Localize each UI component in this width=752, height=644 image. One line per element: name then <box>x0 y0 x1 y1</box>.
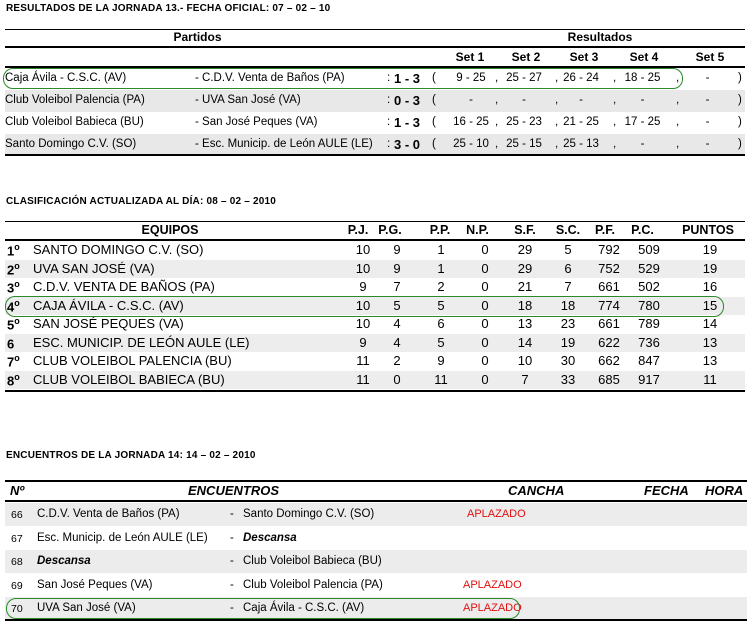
stat-pj: 9 <box>359 334 367 350</box>
standings-header-2: P.G. <box>378 223 402 237</box>
standings-row <box>5 241 745 259</box>
stat-pc: 789 <box>638 316 660 331</box>
position-number: 1 <box>7 243 15 259</box>
set-score-1: 25 - 10 <box>453 138 489 150</box>
stat-sf: 10 <box>517 353 533 368</box>
s3-bottom-rule <box>5 619 747 621</box>
stat-pp: 6 <box>437 316 445 331</box>
home-team: Santo Domingo C.V. (SO) <box>5 138 137 150</box>
stat-pg: 5 <box>393 297 401 313</box>
highlight-oval <box>3 68 683 89</box>
fixture-row <box>5 550 747 573</box>
stat-pg: 4 <box>393 316 401 331</box>
set-score-2: 25 - 23 <box>506 116 542 128</box>
stat-np: 0 <box>481 297 489 313</box>
stat-np: 0 <box>481 242 489 257</box>
stat-sc: 6 <box>564 260 572 276</box>
stat-pf: 774 <box>598 297 620 313</box>
position-ordinal: o <box>14 260 20 271</box>
fixture-home: C.D.V. Venta de Baños (PA) <box>37 508 180 520</box>
set-score-3: - <box>579 94 583 106</box>
home-team: Caja Ávila - C.S.C. (AV) <box>5 72 127 84</box>
stat-sf: 7 <box>521 371 529 387</box>
match-score: 0 - 3 <box>394 93 421 108</box>
position-ordinal: o <box>14 297 20 308</box>
stat-pc: 509 <box>638 242 660 257</box>
set-separator: , <box>495 94 499 106</box>
set-separator: , <box>555 94 559 106</box>
stat-pg: 4 <box>393 334 401 350</box>
fixture-dash: - <box>230 555 234 567</box>
stat-pf: 685 <box>598 371 620 387</box>
standings-row <box>5 315 745 333</box>
team-name: ESC. MUNICIP. DE LEÓN AULE (LE) <box>33 334 250 350</box>
fixture-number: 69 <box>11 580 23 592</box>
stat-sc: 33 <box>560 371 576 387</box>
set-separator: , <box>676 138 680 150</box>
set-score-2: 25 - 27 <box>506 72 542 84</box>
close-paren: ) <box>738 72 742 84</box>
set-separator: , <box>495 116 499 128</box>
stat-sf: 13 <box>517 316 533 331</box>
away-team: - Esc. Municip. de León AULE (LE) <box>195 138 373 150</box>
fixture-home: UVA San José (VA) <box>37 602 136 614</box>
highlight-oval <box>5 296 724 317</box>
stat-puntos: 19 <box>702 242 718 257</box>
s1-sub-rule <box>455 47 745 48</box>
set-score-4: - <box>640 94 645 106</box>
fixture-number: 67 <box>11 533 23 545</box>
stat-pp: 1 <box>437 242 445 257</box>
stat-puntos: 16 <box>702 279 718 294</box>
team-name: CLUB VOLEIBOL PALENCIA (BU) <box>33 353 232 368</box>
stat-puntos: 15 <box>702 297 718 313</box>
stat-pc: 502 <box>638 279 660 294</box>
stat-pg: 9 <box>393 242 401 257</box>
standings-row <box>5 371 745 389</box>
set-separator: , <box>555 138 559 150</box>
stat-sc: 30 <box>560 353 576 368</box>
stat-pj: 10 <box>355 260 371 276</box>
fixture-away: Santo Domingo C.V. (SO) <box>243 508 375 520</box>
set-score-1: - <box>469 94 473 106</box>
s3-header-row <box>5 482 747 499</box>
stat-pj: 10 <box>355 316 371 331</box>
standings-row <box>5 278 745 296</box>
set-separator: , <box>676 116 680 128</box>
team-name: SAN JOSÉ PEQUES (VA) <box>33 316 184 331</box>
fixture-home: Esc. Municip. de León AULE (LE) <box>37 532 208 544</box>
standings-header-7: P.F. <box>595 223 615 237</box>
position-ordinal: o <box>14 279 20 289</box>
set-score-3: 26 - 24 <box>563 72 599 84</box>
set-score-2: 25 - 15 <box>506 138 542 150</box>
stat-puntos: 11 <box>703 371 717 387</box>
stat-sc: 23 <box>560 316 576 331</box>
section1-title: RESULTADOS DE LA JORNADA 13.- FECHA OFICIAL: 07 – 02 – 10 <box>6 3 331 14</box>
close-paren: ) <box>738 94 742 106</box>
open-paren: ( <box>432 116 436 128</box>
position-number: 3 <box>7 280 15 296</box>
fixture-number: 68 <box>11 556 23 568</box>
stat-pp: 9 <box>437 353 445 368</box>
set-separator: , <box>613 138 617 150</box>
stat-pg: 2 <box>393 353 401 368</box>
position-ordinal: o <box>14 316 20 326</box>
set-header-4: Set 4 <box>629 50 659 64</box>
fixture-number: 70 <box>11 603 23 615</box>
fixture-away: Club Voleibol Babieca (BU) <box>243 555 382 567</box>
position-number: 4 <box>7 298 15 314</box>
stat-np: 0 <box>481 353 489 368</box>
close-paren: ) <box>738 116 742 128</box>
stat-pf: 661 <box>598 279 620 294</box>
position-number: 5 <box>7 317 15 333</box>
stat-sf: 29 <box>517 242 533 257</box>
set-score-5: - <box>705 72 710 84</box>
stat-pc: 736 <box>638 334 660 350</box>
standings-position <box>7 353 20 369</box>
fixture-row <box>5 503 747 526</box>
stat-pp: 1 <box>437 260 445 276</box>
set-separator: , <box>555 116 559 128</box>
match-score: 3 - 0 <box>394 137 421 152</box>
fixture-cancha: APLAZADO <box>467 508 526 520</box>
s3-header-encuentros: ENCUENTROS <box>188 483 280 498</box>
set-score-4: 18 - 25 <box>624 72 661 84</box>
stat-sf: 14 <box>517 334 533 350</box>
score-colon: : <box>387 116 391 128</box>
set-separator: , <box>613 116 617 128</box>
home-team: Club Voleibol Palencia (PA) <box>5 94 145 106</box>
team-name: SANTO DOMINGO C.V. (SO) <box>33 242 204 257</box>
set-separator: , <box>613 94 617 106</box>
fixture-row <box>5 527 747 550</box>
set-score-1: 16 - 25 <box>453 116 489 128</box>
team-name: C.D.V. VENTA DE BAÑOS (PA) <box>33 279 215 294</box>
stat-puntos: 13 <box>702 334 718 350</box>
stat-sc: 5 <box>564 242 572 257</box>
set-header-3: Set 3 <box>569 50 599 64</box>
stat-np: 0 <box>481 371 489 387</box>
set-separator: , <box>613 72 617 84</box>
standings-header-9: PUNTOS <box>682 223 734 237</box>
stat-pj: 11 <box>356 353 370 368</box>
set-score-1: 9 - 25 <box>456 72 486 84</box>
stat-sc: 19 <box>560 334 576 350</box>
set-separator: , <box>555 72 559 84</box>
position-ordinal: o <box>14 371 20 382</box>
position-number: 7 <box>7 354 15 370</box>
s3-header-rule <box>5 500 747 502</box>
stat-pp: 11 <box>434 371 448 387</box>
stat-pc: 917 <box>638 371 660 387</box>
match-score: 1 - 3 <box>394 115 421 130</box>
team-name: CLUB VOLEIBOL BABIECA (BU) <box>33 371 225 387</box>
standings-position <box>7 372 20 388</box>
fixture-cancha: APLAZADO <box>463 602 522 614</box>
s1-header-partidos: Partidos <box>173 30 222 44</box>
score-colon: : <box>387 94 391 106</box>
set-score-4: 17 - 25 <box>624 116 661 128</box>
result-row <box>5 112 745 134</box>
open-paren: ( <box>432 138 436 150</box>
standings-header-3: P.P. <box>429 223 451 237</box>
s1-header-resultados: Resultados <box>567 30 633 44</box>
set-separator: , <box>495 72 499 84</box>
stat-puntos: 14 <box>702 316 718 331</box>
stat-sf: 29 <box>517 260 533 276</box>
stat-pj: 10 <box>355 297 371 313</box>
standings-header-4: N.P. <box>466 223 489 237</box>
stat-pj: 10 <box>355 242 371 257</box>
highlight-oval <box>6 598 520 619</box>
fixture-home: San José Peques (VA) <box>37 579 153 591</box>
standings-position <box>7 335 14 351</box>
s3-header-fecha: FECHA <box>644 483 689 498</box>
open-paren: ( <box>432 94 436 106</box>
fixture-row <box>5 574 747 597</box>
fixture-away: Caja Ávila - C.S.C. (AV) <box>243 602 365 614</box>
set-score-3: 25 - 13 <box>563 138 599 150</box>
set-score-5: - <box>705 116 710 128</box>
stat-np: 0 <box>481 279 489 294</box>
stat-puntos: 13 <box>702 353 718 368</box>
standings-position <box>7 242 20 258</box>
away-team: - San José Peques (VA) <box>195 116 318 128</box>
s3-header-hora: HORA <box>705 483 744 498</box>
standings-position <box>7 279 20 295</box>
set-header-5: Set 5 <box>695 50 725 64</box>
set-score-4: - <box>640 138 645 150</box>
position-number: 6 <box>7 335 15 351</box>
stat-pf: 661 <box>598 316 620 331</box>
position-number: 2 <box>7 261 15 277</box>
away-team: - UVA San José (VA) <box>195 94 301 106</box>
stat-pj: 9 <box>359 279 367 294</box>
match-score: 1 - 3 <box>394 71 421 86</box>
stat-sf: 18 <box>517 297 533 313</box>
s3-header-num: Nº <box>10 483 25 498</box>
standings-row <box>5 334 745 352</box>
position-ordinal: o <box>14 242 20 252</box>
stat-pp: 5 <box>437 334 445 350</box>
set-score-3: 21 - 25 <box>563 116 599 128</box>
team-name: UVA SAN JOSÉ (VA) <box>33 260 155 276</box>
set-separator: , <box>676 94 680 106</box>
home-team: Club Voleibol Babieca (BU) <box>5 116 144 128</box>
set-header-1: Set 1 <box>455 50 485 64</box>
stat-pc: 780 <box>638 297 660 313</box>
position-number: 8 <box>7 372 15 388</box>
standings-header-8: P.C. <box>631 223 654 237</box>
stat-pf: 792 <box>598 242 620 257</box>
section2-title: CLASIFICACIÓN ACTUALIZADA AL DÍA: 08 – 02 – 2010 <box>6 196 277 207</box>
fixture-dash: - <box>230 532 234 544</box>
position-ordinal: o <box>14 353 20 363</box>
stat-pj: 11 <box>356 371 370 387</box>
stat-sf: 21 <box>517 279 533 294</box>
stat-sc: 7 <box>564 279 572 294</box>
standings-position <box>7 316 20 332</box>
set-score-5: - <box>705 94 710 106</box>
stat-pf: 752 <box>598 260 620 276</box>
set-separator: , <box>676 72 680 84</box>
s2-header-row <box>5 222 745 239</box>
open-paren: ( <box>432 72 436 84</box>
set-score-5: - <box>705 138 710 150</box>
standings-header-5: S.F. <box>514 223 536 237</box>
section3-title: ENCUENTROS DE LA JORNADA 14: 14 – 02 – 2010 <box>6 450 256 461</box>
result-row <box>5 134 745 156</box>
stat-pf: 662 <box>598 353 620 368</box>
fixture-away: Descansa <box>243 532 297 544</box>
score-colon: : <box>387 72 391 84</box>
standings-row <box>5 260 745 278</box>
fixture-dash: - <box>230 579 234 591</box>
stat-np: 0 <box>481 260 489 276</box>
stat-pg: 9 <box>393 260 401 276</box>
team-name: CAJA ÁVILA - C.S.C. (AV) <box>33 297 184 313</box>
stat-puntos: 19 <box>702 260 718 276</box>
fixture-number: 66 <box>11 509 23 521</box>
set-separator: , <box>495 138 499 150</box>
set-header-2: Set 2 <box>511 50 541 64</box>
close-paren: ) <box>738 138 742 150</box>
result-row <box>5 90 745 112</box>
standings-header-0: EQUIPOS <box>141 223 199 237</box>
stat-pp: 2 <box>437 279 445 294</box>
standings-position <box>7 261 20 277</box>
stat-sc: 18 <box>560 297 576 313</box>
score-colon: : <box>387 138 391 150</box>
stat-np: 0 <box>481 334 489 350</box>
stat-pc: 847 <box>638 353 660 368</box>
away-team: - C.D.V. Venta de Baños (PA) <box>195 72 345 84</box>
s1-bottom-rule <box>5 154 745 156</box>
stat-pg: 7 <box>393 279 401 294</box>
stat-np: 0 <box>481 316 489 331</box>
standings-header-6: S.C. <box>555 223 581 237</box>
standings-header-1: P.J. <box>347 223 369 237</box>
stat-pp: 5 <box>437 297 445 313</box>
stat-pf: 622 <box>598 334 620 350</box>
fixture-away: Club Voleibol Palencia (PA) <box>243 579 383 591</box>
set-score-2: - <box>522 94 526 106</box>
stat-pg: 0 <box>393 371 401 387</box>
fixture-cancha: APLAZADO <box>463 579 522 591</box>
fixture-dash: - <box>230 508 234 520</box>
stat-pc: 529 <box>638 260 660 276</box>
s3-header-cancha: CANCHA <box>508 483 565 498</box>
s2-bottom-rule <box>5 390 745 392</box>
fixture-dash: - <box>230 602 234 614</box>
standings-row <box>5 352 745 370</box>
fixture-home: Descansa <box>37 555 91 567</box>
